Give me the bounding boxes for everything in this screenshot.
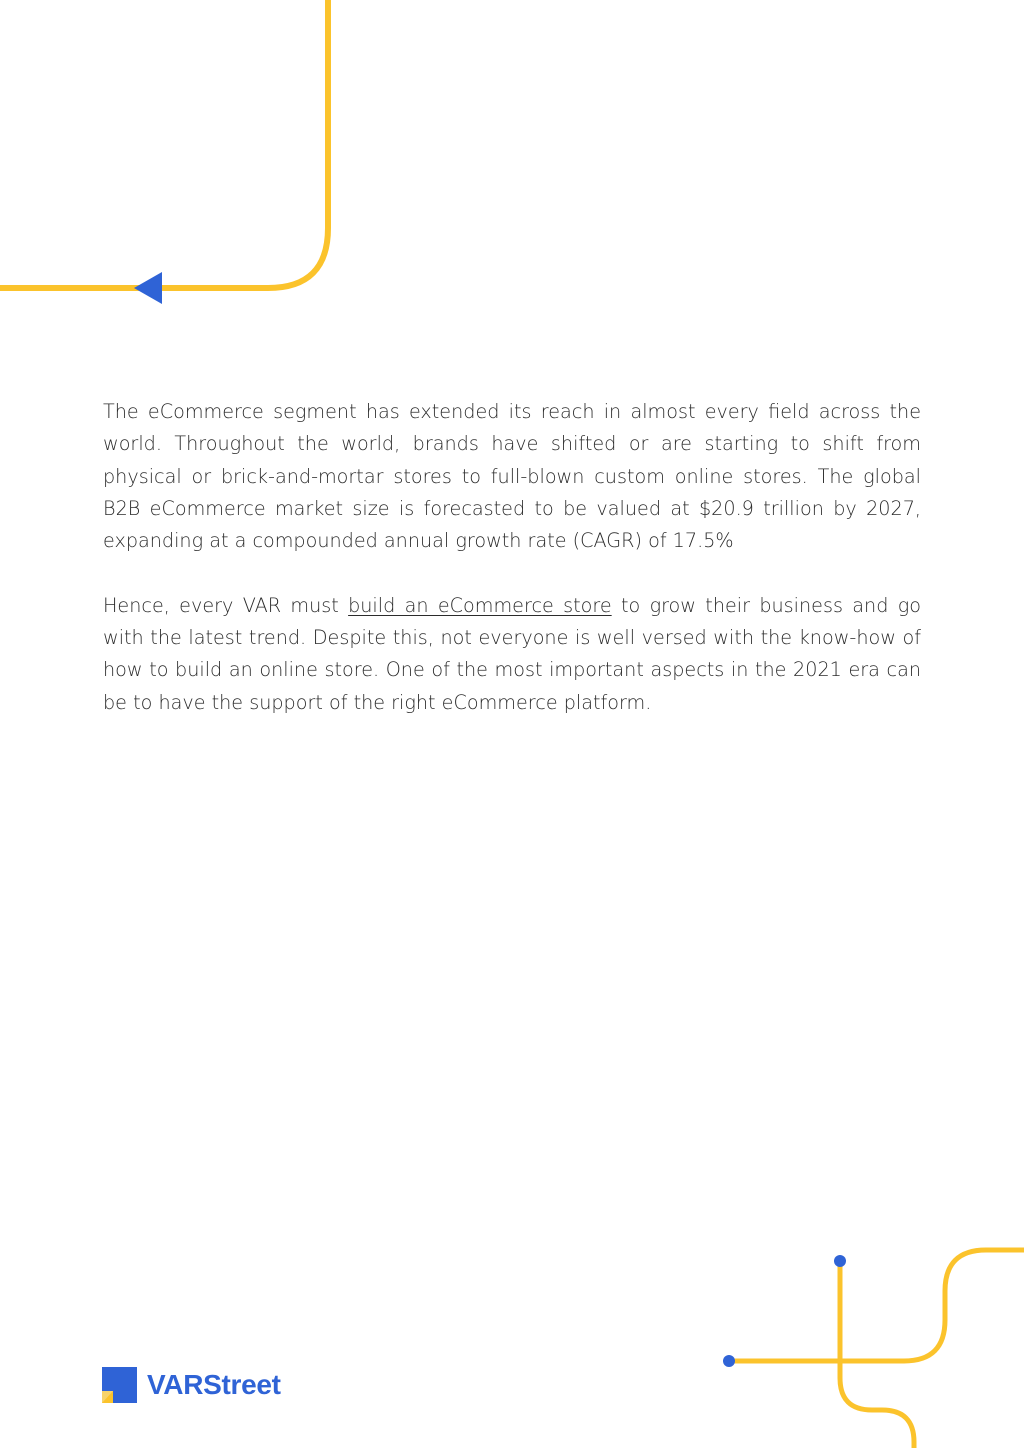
build-ecommerce-store-link[interactable]: build an eCommerce store	[348, 593, 612, 617]
body-text	[103, 396, 921, 719]
paragraph-ecommerce-segment: The eCommerce segment has extended its reach in almost every field across the world. Throughout the world, brands have shifted or are starting to shift from physical or brick-and-mortar stores to full-blown custom online stores. The global B2B eCommerce market size is forecasted to be valued at $20.9 trillion by 2027, expanding at a compounded annual growth rate (CAGR) of 17.5%	[103, 400, 921, 553]
logo-text: VARStreet	[147, 1369, 281, 1400]
varstreet-logo-icon	[102, 1367, 137, 1403]
bottom-vertical-line	[840, 1262, 914, 1448]
top-curve-line	[0, 0, 328, 288]
bottom-right-curve	[729, 1250, 1024, 1361]
paragraph2-text-start: Hence, every VAR must	[103, 593, 349, 617]
varstreet-logo	[102, 1367, 281, 1403]
paragraph-var-must-build	[103, 590, 921, 719]
dot-top	[834, 1255, 846, 1267]
paragraph2-text-end: to grow their business and go with the latest trend. Despite this, not everyone is well versed with the know-how of how to build an online store. One of the most important aspects in the 2021 era can be to have the support of the right eCommerce platform.	[103, 593, 921, 714]
dot-left	[723, 1355, 735, 1367]
arrow-left-icon	[134, 272, 162, 304]
